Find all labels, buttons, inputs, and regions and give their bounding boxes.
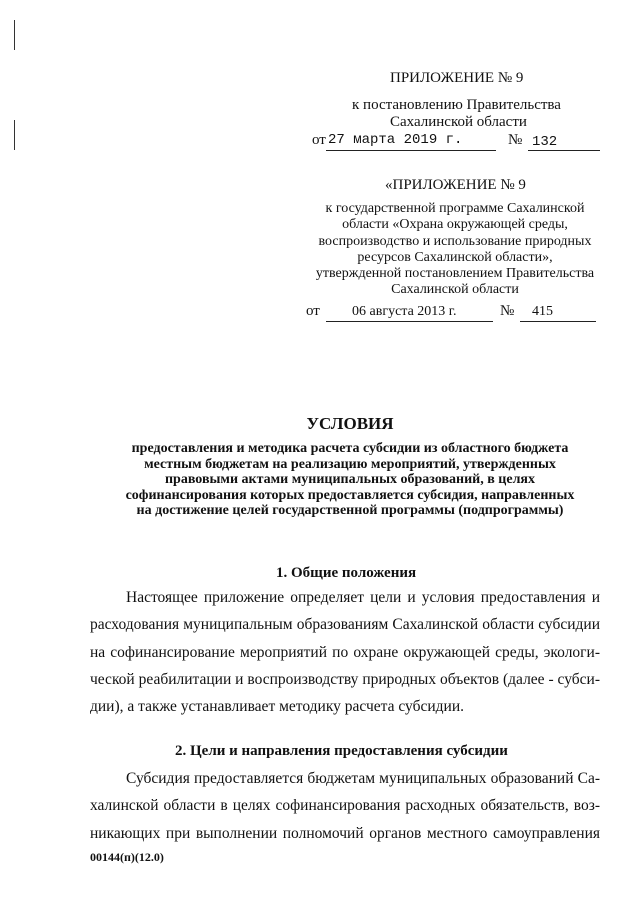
- program-number-underline: [520, 321, 596, 322]
- program-line: ресурсов Сахалинской области»,: [357, 249, 553, 265]
- attachment-line-1: к постановлению Правительства: [352, 97, 561, 113]
- subtitle-line: предоставления и методика расчета субсидии из областного бюджета: [131, 441, 569, 456]
- program-date-prefix: от: [306, 303, 320, 319]
- body-line: расходования муниципальным образованиям Сахалинской области субсидии: [90, 616, 600, 634]
- attachment-number-prefix: №: [508, 132, 523, 148]
- body-line: дии), а также устанавливает методику расчета субсидии.: [90, 698, 464, 716]
- section-2-body: [90, 765, 600, 847]
- program-line: утвержденной постановлением Правительства: [315, 266, 595, 282]
- program-date-value: 06 августа 2013 г.: [352, 304, 457, 319]
- attachment-number-value: 132: [532, 134, 558, 150]
- subtitle-line: местным бюджетам на реализацию мероприятий, утвержденных: [144, 456, 556, 472]
- scan-margin-mark: [14, 20, 15, 50]
- subtitle-line: софинансирования которых предоставляется субсидия, направленных: [125, 487, 575, 503]
- program-date-underline: [326, 321, 493, 322]
- subtitle-line: на достижение целей государственной программы (подпрограммы): [136, 503, 564, 518]
- program-line: воспроизводство и использование природных: [318, 233, 592, 249]
- body-line: Субсидия предоставляется бюджетам муниципальных образований Са-: [126, 770, 600, 787]
- document-subtitle: [80, 441, 620, 519]
- attachment-line-2: Сахалинской области: [390, 114, 527, 130]
- attachment-date-prefix: от: [312, 132, 326, 148]
- scan-margin-mark: [14, 120, 15, 150]
- section-2-heading: 2. Цели и направления предоставления субсидии: [175, 743, 508, 759]
- body-line: на софинансирование мероприятий по охране окружающей среды, экологи-: [90, 643, 600, 661]
- subtitle-line: правовыми актами муниципальных образований, в целях: [164, 472, 536, 487]
- attachment-date-value: 27 марта 2019 г.: [328, 132, 463, 148]
- attachment-title: ПРИЛОЖЕНИЕ № 9: [390, 70, 524, 86]
- program-number-value: 415: [532, 304, 553, 319]
- attachment-number-underline: [528, 150, 600, 151]
- program-line: Сахалинской области: [391, 282, 519, 298]
- attachment-date-underline: [326, 150, 496, 151]
- document-title: УСЛОВИЯ: [306, 414, 394, 433]
- section-1-heading: 1. Общие положения: [276, 565, 417, 581]
- program-line: к государственной программе Сахалинской: [325, 201, 585, 216]
- program-line: области «Охрана окружающей среды,: [342, 217, 568, 233]
- body-line: никающих при выполнении полномочий органов местного самоуправления: [90, 824, 600, 842]
- footer-code: 00144(п)(12.0): [90, 850, 164, 864]
- body-line: халинской области в целях софинансирования расходных обязательств, воз-: [90, 797, 600, 815]
- program-number-prefix: №: [500, 303, 515, 319]
- program-title: «ПРИЛОЖЕНИЕ № 9: [385, 177, 526, 193]
- body-line: ческой реабилитации и воспроизводству природных объектов (далее - субси-: [90, 670, 600, 688]
- section-1-body: [90, 584, 600, 720]
- body-line: Настоящее приложение определяет цели и условия предоставления и: [126, 589, 600, 606]
- program-lines: [300, 201, 610, 299]
